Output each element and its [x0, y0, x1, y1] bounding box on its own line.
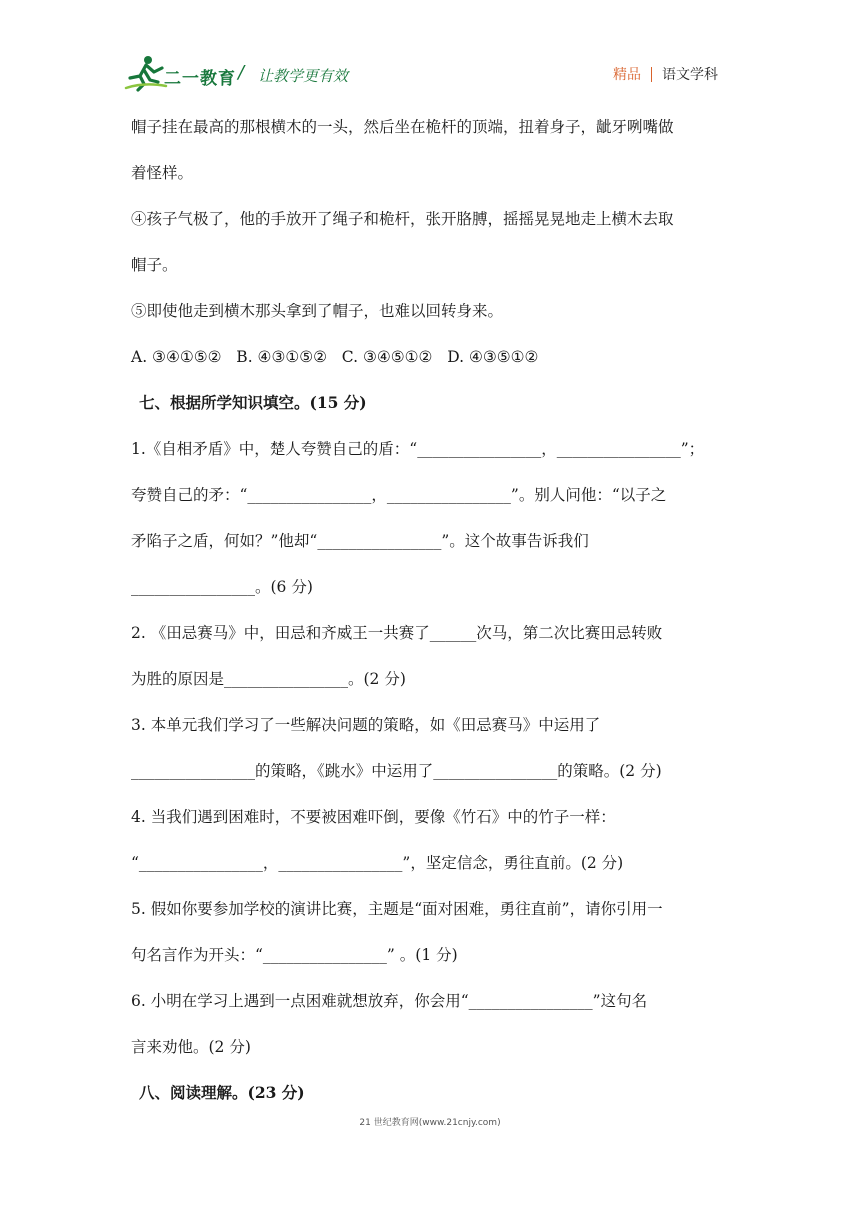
answer-options: A. ③④①⑤② B. ④③①⑤② C. ③④⑤①② D. ④③⑤①② [131, 348, 539, 366]
page-footer: 21 世纪教育网(www.21cnjy.com) [359, 1118, 501, 1128]
header-right [613, 64, 718, 84]
text-line: 帽子。 [131, 256, 178, 274]
text-line: 5. 假如你要参加学校的演讲比赛，主题是“面对困难，勇往直前”，请你引用一 [131, 900, 663, 918]
page-header [0, 0, 860, 100]
logo [124, 54, 374, 94]
subject-label: 语文学科 [662, 67, 718, 83]
section-title-7: 七、根据所学知识填空。(15 分) [139, 393, 367, 412]
text-line: 言来劝他。(2 分) [131, 1038, 251, 1056]
text-line: 6. 小明在学习上遇到一点困难就想放弃，你会用“________________”这句名 [131, 992, 648, 1010]
text-line: ________________。(6 分) [131, 578, 313, 596]
logo-separator: / [238, 62, 245, 83]
document-body [131, 104, 731, 1116]
text-line: 2. 《田忌赛马》中，田忌和齐威王一共赛了______次马，第二次比赛田忌转败 [131, 624, 663, 642]
text-line: ④孩子气极了，他的手放开了绳子和桅杆，张开胳膊，摇摇晃晃地走上横木去取 [131, 210, 674, 228]
text-line: 夸赞自己的矛：“________________，________________”。别人问他：“以子之 [131, 486, 667, 504]
runner-icon [124, 54, 168, 92]
text-line: 句名言作为开头：“________________” 。(1 分) [131, 946, 458, 964]
text-line: 矛陷子之盾，何如？”他却“________________”。这个故事告诉我们 [131, 532, 589, 550]
text-line: 4. 当我们遇到困难时，不要被困难吓倒，要像《竹石》中的竹子一样： [131, 808, 616, 826]
text-line: 帽子挂在最高的那根横木的一头，然后坐在桅杆的顶端，扭着身子，龇牙咧嘴做 [131, 118, 674, 136]
text-line: ________________的策略，《跳水》中运用了________________的策略。(2 分) [131, 762, 662, 780]
text-line: 1.《自相矛盾》中，楚人夸赞自己的盾：“________________，________________”； [131, 440, 705, 458]
text-line: “________________，________________”，坚定信念，勇往直前。(2 分) [131, 854, 624, 872]
logo-text: 二一教育 [164, 69, 236, 89]
text-line: 着怪样。 [131, 164, 194, 182]
quality-label: 精品 [613, 67, 641, 83]
section-title-8: 八、阅读理解。(23 分) [139, 1083, 305, 1102]
text-line: 3. 本单元我们学习了一些解决问题的策略，如《田忌赛马》中运用了 [131, 716, 601, 734]
tagline: 让教学更有效 [258, 67, 349, 85]
text-line: 为胜的原因是________________。(2 分) [131, 670, 406, 688]
header-divider [651, 67, 652, 82]
text-line: ⑤即使他走到横木那头拿到了帽子，也难以回转身来。 [131, 302, 504, 320]
